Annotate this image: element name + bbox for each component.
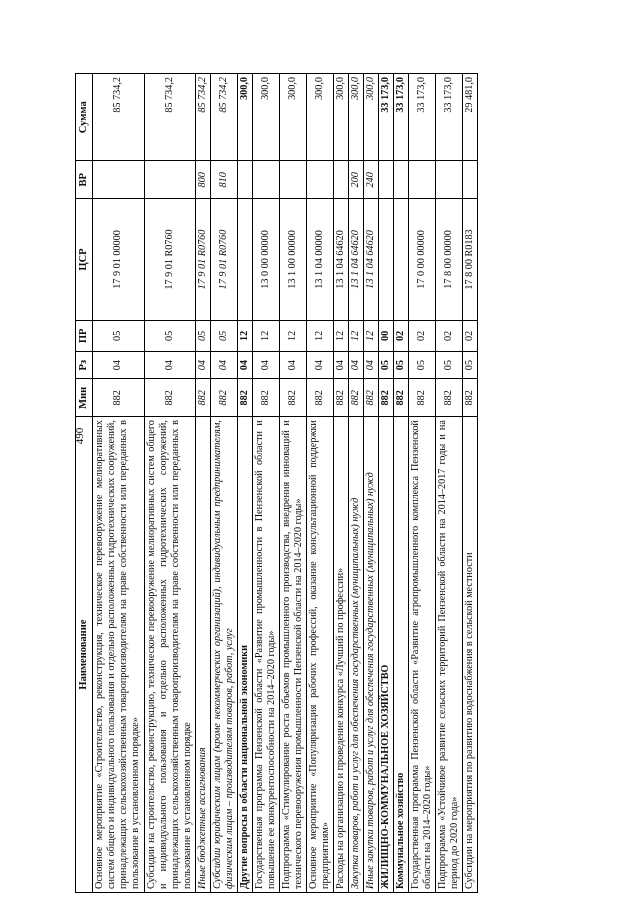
cell-name: Субсидии на строительство, реконструкцию, техническое перевооружение мелиоративных систем общего и индивидуального пользования и отдельно расположенных гидротехнических сооружений, принадлежащих сельскохозяйственным товаропроизводителям на праве собственности или переданных в пользование в установленном порядке xyxy=(144,417,195,893)
cell-sum: 300,0 xyxy=(237,74,252,161)
table-row xyxy=(306,74,333,893)
header-vr: ВР xyxy=(76,161,93,199)
cell-pr: 05 xyxy=(144,320,195,351)
cell-name: Государственная программа Пензенской области «Развитие агропромышленного комплекса Пензенской области на 2014–2020 годы» xyxy=(409,417,436,893)
cell-csr: 17 9 01 00000 xyxy=(93,199,144,321)
cell-rz: 04 xyxy=(333,351,348,379)
cell-name: Расходы на организацию и проведение конкурса «Лучший по профессии» xyxy=(333,417,348,893)
cell-vr xyxy=(409,161,436,199)
cell-pr: 12 xyxy=(333,320,348,351)
cell-pr: 05 xyxy=(210,320,237,351)
table-row xyxy=(144,74,195,893)
cell-vr xyxy=(436,161,463,199)
cell-name: Подпрограмма «Стимулирование роста объемов промышленного производства, внедрения инноваций и технического перевооружения промышленности Пензенской области на 2014–2020 годы» xyxy=(279,417,306,893)
table-row xyxy=(279,74,306,893)
cell-sum: 300,0 xyxy=(333,74,348,161)
cell-csr: 13 0 00 00000 xyxy=(252,199,279,321)
cell-rz: 05 xyxy=(394,351,409,379)
cell-vr: 800 xyxy=(195,161,210,199)
header-sum: Сумма xyxy=(76,74,93,161)
cell-csr: 17 9 01 R0760 xyxy=(144,199,195,321)
page-number: 490 xyxy=(74,427,86,445)
budget-table-container xyxy=(75,73,580,893)
cell-pr: 02 xyxy=(409,320,436,351)
table-row xyxy=(333,74,348,893)
cell-name: Субсидии на мероприятия по развитию водоснабжения в сельской местности xyxy=(463,417,478,893)
cell-pr: 02 xyxy=(394,320,409,351)
cell-vr: 810 xyxy=(210,161,237,199)
cell-min: 882 xyxy=(379,379,394,417)
table-row xyxy=(348,74,363,893)
budget-table xyxy=(75,73,478,893)
cell-sum: 33 173,0 xyxy=(394,74,409,161)
cell-min: 882 xyxy=(252,379,279,417)
cell-name: ЖИЛИЩНО-КОММУНАЛЬНОЕ ХОЗЯЙСТВО xyxy=(379,417,394,893)
cell-min: 882 xyxy=(195,379,210,417)
cell-csr: 17 8 00 00000 xyxy=(436,199,463,321)
cell-rz: 05 xyxy=(436,351,463,379)
cell-rz: 04 xyxy=(210,351,237,379)
cell-vr xyxy=(279,161,306,199)
cell-name: Иные закупки товаров, работ и услуг для обеспечения государственных (муниципальных) нужд xyxy=(364,417,379,893)
cell-min: 882 xyxy=(364,379,379,417)
cell-vr xyxy=(252,161,279,199)
cell-pr: 12 xyxy=(279,320,306,351)
cell-sum: 85 734,2 xyxy=(210,74,237,161)
table-row xyxy=(237,74,252,893)
header-csr: ЦСР xyxy=(76,199,93,321)
cell-rz: 04 xyxy=(93,351,144,379)
header-min: Мин xyxy=(76,379,93,417)
table-header-row xyxy=(76,74,93,893)
cell-pr: 12 xyxy=(237,320,252,351)
cell-csr xyxy=(237,199,252,321)
header-pr: ПР xyxy=(76,320,93,351)
cell-name: Подпрограмма «Устойчивое развитие сельских территорий Пензенской области на 2014–2017 годы и на период до 2020 года» xyxy=(436,417,463,893)
cell-pr: 12 xyxy=(252,320,279,351)
table-row xyxy=(252,74,279,893)
cell-rz: 05 xyxy=(463,351,478,379)
cell-sum: 300,0 xyxy=(306,74,333,161)
cell-sum: 300,0 xyxy=(348,74,363,161)
cell-sum: 85 734,2 xyxy=(195,74,210,161)
cell-csr: 17 0 00 00000 xyxy=(409,199,436,321)
table-row xyxy=(379,74,394,893)
cell-min: 882 xyxy=(409,379,436,417)
cell-sum: 29 481,0 xyxy=(463,74,478,161)
cell-vr xyxy=(379,161,394,199)
cell-rz: 04 xyxy=(237,351,252,379)
cell-csr: 13 1 04 64620 xyxy=(348,199,363,321)
cell-pr: 12 xyxy=(306,320,333,351)
cell-sum: 85 734,2 xyxy=(93,74,144,161)
cell-rz: 04 xyxy=(279,351,306,379)
cell-rz: 04 xyxy=(306,351,333,379)
cell-pr: 05 xyxy=(93,320,144,351)
cell-csr xyxy=(394,199,409,321)
cell-name: Основное мероприятие «Строительство, реконструкция, техническое перевооружение мелиоративных систем общего и индивидуального пользования и отдельно расположенных гидротехнических сооружений, принадлежащих сельскохозяйственным товаропроизводителям на праве собственности или переданных в пользование в установленном порядке» xyxy=(93,417,144,893)
cell-min: 882 xyxy=(306,379,333,417)
cell-csr: 13 1 00 00000 xyxy=(279,199,306,321)
cell-rz: 04 xyxy=(252,351,279,379)
cell-min: 882 xyxy=(93,379,144,417)
cell-rz: 05 xyxy=(379,351,394,379)
cell-name: Субсидии юридическим лицам (кроме некоммерческих организаций), индивидуальным предпринимателям, физическим лицам – производителям товаров, работ, услуг xyxy=(210,417,237,893)
cell-vr xyxy=(237,161,252,199)
table-row xyxy=(394,74,409,893)
cell-sum: 33 173,0 xyxy=(379,74,394,161)
cell-csr xyxy=(379,199,394,321)
cell-vr xyxy=(463,161,478,199)
table-row xyxy=(409,74,436,893)
cell-sum: 300,0 xyxy=(364,74,379,161)
cell-sum: 33 173,0 xyxy=(436,74,463,161)
cell-csr: 13 1 04 00000 xyxy=(306,199,333,321)
cell-min: 882 xyxy=(463,379,478,417)
cell-name: Закупка товаров, работ и услуг для обеспечения государственных (муниципальных) нужд xyxy=(348,417,363,893)
cell-vr: 200 xyxy=(348,161,363,199)
cell-vr: 240 xyxy=(364,161,379,199)
cell-min: 882 xyxy=(394,379,409,417)
cell-rz: 04 xyxy=(348,351,363,379)
cell-sum: 85 734,2 xyxy=(144,74,195,161)
cell-csr: 17 9 01 R0760 xyxy=(210,199,237,321)
cell-rz: 04 xyxy=(364,351,379,379)
table-row xyxy=(463,74,478,893)
cell-pr: 02 xyxy=(436,320,463,351)
cell-pr: 12 xyxy=(364,320,379,351)
cell-rz: 05 xyxy=(409,351,436,379)
cell-min: 882 xyxy=(348,379,363,417)
table-row xyxy=(195,74,210,893)
cell-pr: 02 xyxy=(463,320,478,351)
cell-vr xyxy=(306,161,333,199)
cell-vr xyxy=(93,161,144,199)
table-body xyxy=(93,74,478,893)
cell-csr: 17 9 01 R0760 xyxy=(195,199,210,321)
cell-min: 882 xyxy=(144,379,195,417)
cell-min: 882 xyxy=(333,379,348,417)
cell-pr: 00 xyxy=(379,320,394,351)
cell-pr: 12 xyxy=(348,320,363,351)
table-row xyxy=(436,74,463,893)
cell-csr: 13 1 04 64620 xyxy=(364,199,379,321)
cell-min: 882 xyxy=(210,379,237,417)
cell-min: 882 xyxy=(237,379,252,417)
cell-min: 882 xyxy=(436,379,463,417)
cell-name: Государственная программа Пензенской области «Развитие промышленности в Пензенской области и повышение ее конкурентоспособности на 2014–2020 годы» xyxy=(252,417,279,893)
cell-name: Другие вопросы в области национальной экономики xyxy=(237,417,252,893)
cell-sum: 33 173,0 xyxy=(409,74,436,161)
table-row xyxy=(93,74,144,893)
cell-sum: 300,0 xyxy=(252,74,279,161)
cell-rz: 04 xyxy=(195,351,210,379)
cell-name: Иные бюджетные ассигнования xyxy=(195,417,210,893)
table-row xyxy=(210,74,237,893)
cell-pr: 05 xyxy=(195,320,210,351)
cell-rz: 04 xyxy=(144,351,195,379)
header-rz: Рз xyxy=(76,351,93,379)
header-name: Наименование xyxy=(76,417,93,893)
cell-min: 882 xyxy=(279,379,306,417)
cell-name: Коммунальное хозяйство xyxy=(394,417,409,893)
cell-csr: 17 8 00 R0183 xyxy=(463,199,478,321)
cell-csr: 13 1 04 64620 xyxy=(333,199,348,321)
cell-sum: 300,0 xyxy=(279,74,306,161)
cell-vr xyxy=(394,161,409,199)
cell-vr xyxy=(333,161,348,199)
cell-name: Основное мероприятие «Популяризация рабочих профессий, оказание консультационной поддержки предприятиям» xyxy=(306,417,333,893)
table-row xyxy=(364,74,379,893)
cell-vr xyxy=(144,161,195,199)
